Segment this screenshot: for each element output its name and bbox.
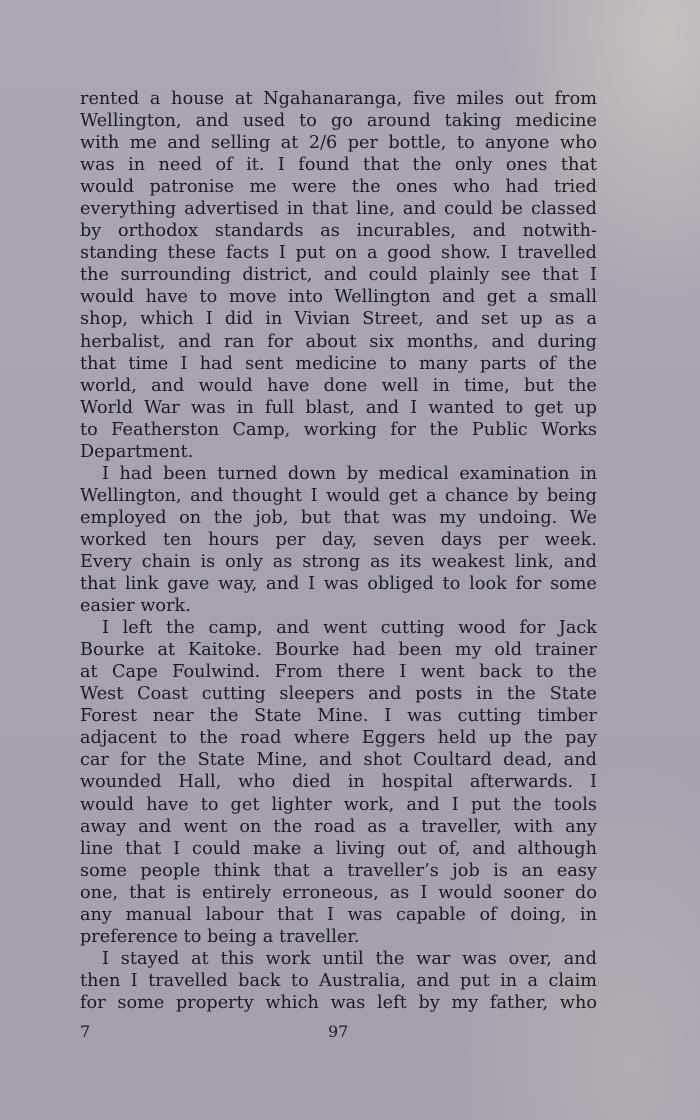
text-line: wounded Hall, who died in hospital afterwards. I — [80, 772, 597, 793]
text-line: Department. — [80, 441, 194, 462]
text-line: easier work. — [80, 596, 191, 617]
text-line: some people think that a traveller’s job is an easy — [80, 860, 597, 881]
text-line: shop, which I did in Vivian Street, and set up as a — [80, 309, 597, 330]
text-line: rented a house at Ngahanaranga, five miles out from — [80, 89, 597, 109]
text-line: world, and would have done well in time, but the — [80, 375, 597, 396]
text-line: Bourke at Kaitoke. Bourke had been my old trainer — [80, 640, 597, 661]
signature-mark: 7 — [80, 1022, 91, 1041]
text-line: herbalist, and ran for about six months, and during — [80, 331, 597, 352]
text-line: standing these facts I put on a good show. I travelled — [80, 243, 597, 264]
text-line: worked ten hours per day, seven days per week. — [80, 529, 597, 550]
text-line: Wellington, and used to go around taking medicine — [80, 111, 597, 132]
text-line: car for the State Mine, and shot Coultard dead, and — [80, 750, 597, 771]
text-line: by orthodox standards as incurables, and notwith- — [80, 221, 597, 242]
text-line: to Featherston Camp, working for the Public Works — [80, 419, 597, 440]
page-number: 97 — [328, 1022, 349, 1041]
text-line: would have to get lighter work, and I put the tools — [80, 794, 597, 815]
text-line: one, that is entirely erroneous, as I would sooner do — [80, 882, 597, 903]
text-line: I had been turned down by medical examination in — [102, 463, 597, 484]
text-line: would have to move into Wellington and get a small — [80, 287, 597, 308]
page-footer — [0, 1022, 700, 1046]
text-line: with me and selling at 2/6 per bottle, to anyone who — [80, 133, 597, 154]
text-line: the surrounding district, and could plainly see that I — [80, 265, 597, 286]
text-line: Every chain is only as strong as its weakest link, and — [80, 551, 597, 572]
text-line: preference to being a traveller. — [80, 926, 360, 947]
text-line: that time I had sent medicine to many parts of the — [80, 353, 597, 374]
text-line: that link gave way, and I was obliged to look for some — [80, 574, 597, 595]
text-line: line that I could make a living out of, and although — [80, 838, 597, 859]
text-line: Forest near the State Mine. I was cutting timber — [80, 706, 597, 727]
text-line: for some property which was left by my father, who — [80, 992, 597, 1013]
text-line: any manual labour that I was capable of doing, in — [80, 904, 597, 925]
text-line: at Cape Foulwind. From there I went back to the — [80, 662, 597, 683]
text-line: was in need of it. I found that the only ones that — [80, 155, 597, 176]
text-line: employed on the job, but that was my undoing. We — [80, 507, 597, 528]
text-line: adjacent to the road where Eggers held up the pay — [80, 728, 597, 749]
text-line: World War was in full blast, and I wanted to get up — [80, 397, 597, 418]
text-line: West Coast cutting sleepers and posts in the State — [80, 684, 597, 705]
text-line: I stayed at this work until the war was over, and — [102, 948, 597, 969]
text-line: away and went on the road as a traveller, with any — [80, 816, 597, 837]
text-line: Wellington, and thought I would get a chance by being — [80, 485, 597, 506]
text-line: I left the camp, and went cutting wood for Jack — [102, 618, 597, 639]
text-line: would patronise me were the ones who had tried — [80, 177, 597, 198]
text-line: then I travelled back to Australia, and put in a claim — [80, 970, 597, 991]
page-body — [80, 88, 597, 1014]
text-line: everything advertised in that line, and could be classed — [80, 199, 597, 220]
